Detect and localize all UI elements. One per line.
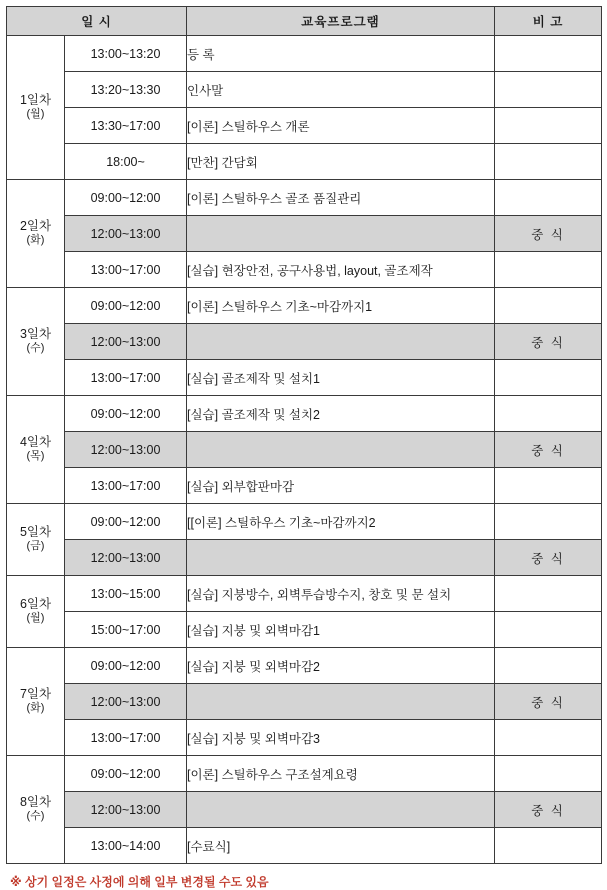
time-cell: 13:20~13:30 (65, 72, 187, 108)
program-cell: [수료식] (187, 828, 495, 864)
note-cell (495, 828, 602, 864)
note-cell (495, 504, 602, 540)
day-cell (7, 648, 65, 756)
table-row (7, 540, 602, 576)
program-cell (187, 684, 495, 720)
day-cell (7, 36, 65, 180)
table-row (7, 468, 602, 504)
table-row (7, 792, 602, 828)
program-cell: [이론] 스틸하우스 기초~마감까지1 (187, 288, 495, 324)
header-note: 비 고 (495, 7, 602, 36)
program-cell: [이론] 스틸하우스 구조설계요령 (187, 756, 495, 792)
program-cell: [실습] 지붕 및 외벽마감3 (187, 720, 495, 756)
note-cell: 중 식 (495, 432, 602, 468)
time-cell: 12:00~13:00 (65, 432, 187, 468)
day-number: 5일차 (19, 524, 52, 539)
table-header (7, 7, 602, 36)
time-cell: 12:00~13:00 (65, 324, 187, 360)
note-cell (495, 360, 602, 396)
table-row (7, 504, 602, 540)
time-cell: 13:00~13:20 (65, 36, 187, 72)
note-cell: 중 식 (495, 684, 602, 720)
day-cell (7, 504, 65, 576)
time-cell: 09:00~12:00 (65, 504, 187, 540)
note-cell (495, 468, 602, 504)
day-number: 1일차 (19, 92, 52, 107)
table-row (7, 612, 602, 648)
table-row (7, 324, 602, 360)
day-weekday: (화) (26, 234, 45, 247)
day-cell (7, 396, 65, 504)
table-row (7, 828, 602, 864)
time-cell: 12:00~13:00 (65, 792, 187, 828)
note-cell (495, 36, 602, 72)
note-cell (495, 720, 602, 756)
day-number: 7일차 (19, 686, 52, 701)
day-cell (7, 576, 65, 648)
note-cell: 중 식 (495, 792, 602, 828)
note-cell (495, 144, 602, 180)
program-cell (187, 432, 495, 468)
time-cell: 13:00~17:00 (65, 720, 187, 756)
time-cell: 13:00~17:00 (65, 252, 187, 288)
program-cell (187, 540, 495, 576)
note-cell (495, 108, 602, 144)
time-cell: 09:00~12:00 (65, 396, 187, 432)
day-weekday: (수) (26, 342, 45, 355)
schedule-table (6, 6, 602, 864)
note-cell (495, 576, 602, 612)
day-weekday: (월) (26, 108, 45, 121)
day-cell (7, 180, 65, 288)
note-cell: 중 식 (495, 216, 602, 252)
program-cell: [실습] 외부합판마감 (187, 468, 495, 504)
table-row (7, 432, 602, 468)
time-cell: 13:30~17:00 (65, 108, 187, 144)
program-cell: 등 록 (187, 36, 495, 72)
day-number: 4일차 (19, 434, 52, 449)
note-cell: 중 식 (495, 540, 602, 576)
header-datetime: 일 시 (7, 7, 187, 36)
day-weekday: (화) (26, 702, 45, 715)
table-row (7, 576, 602, 612)
program-cell (187, 324, 495, 360)
time-cell: 18:00~ (65, 144, 187, 180)
time-cell: 09:00~12:00 (65, 648, 187, 684)
day-number: 6일차 (19, 596, 52, 611)
time-cell: 12:00~13:00 (65, 216, 187, 252)
day-cell (7, 288, 65, 396)
time-cell: 09:00~12:00 (65, 288, 187, 324)
table-row (7, 720, 602, 756)
header-row (7, 7, 602, 36)
note-cell (495, 612, 602, 648)
time-cell: 12:00~13:00 (65, 684, 187, 720)
note-cell (495, 756, 602, 792)
table-row (7, 180, 602, 216)
table-row (7, 108, 602, 144)
day-weekday: (목) (26, 450, 45, 463)
day-cell (7, 756, 65, 864)
note-cell: 중 식 (495, 324, 602, 360)
header-program: 교육프로그램 (187, 7, 495, 36)
time-cell: 13:00~17:00 (65, 360, 187, 396)
table-row (7, 72, 602, 108)
program-cell: [실습] 골조제작 및 설치2 (187, 396, 495, 432)
time-cell: 13:00~15:00 (65, 576, 187, 612)
program-cell: [이론] 스틸하우스 골조 품질관리 (187, 180, 495, 216)
program-cell: [[이론] 스틸하우스 기초~마감까지2 (187, 504, 495, 540)
time-cell: 13:00~14:00 (65, 828, 187, 864)
time-cell: 12:00~13:00 (65, 540, 187, 576)
program-cell: [실습] 골조제작 및 설치1 (187, 360, 495, 396)
program-cell (187, 216, 495, 252)
note-cell (495, 396, 602, 432)
table-row (7, 252, 602, 288)
table-row (7, 36, 602, 72)
table-row (7, 396, 602, 432)
day-number: 3일차 (19, 326, 52, 341)
table-row (7, 756, 602, 792)
day-weekday: (금) (26, 540, 45, 553)
table-row (7, 684, 602, 720)
program-cell: [실습] 현장안전, 공구사용법, layout, 골조제작 (187, 252, 495, 288)
program-cell: 인사말 (187, 72, 495, 108)
table-body (7, 36, 602, 864)
time-cell: 15:00~17:00 (65, 612, 187, 648)
note-cell (495, 180, 602, 216)
program-cell: [실습] 지붕 및 외벽마감2 (187, 648, 495, 684)
table-row (7, 216, 602, 252)
note-cell (495, 72, 602, 108)
program-cell (187, 792, 495, 828)
table-row (7, 360, 602, 396)
footnote: ※ 상기 일정은 사정에 의해 일부 변경될 수도 있음 (10, 875, 269, 889)
table-row (7, 288, 602, 324)
time-cell: 09:00~12:00 (65, 756, 187, 792)
day-weekday: (월) (26, 612, 45, 625)
day-number: 8일차 (19, 794, 52, 809)
note-cell (495, 288, 602, 324)
program-cell: [실습] 지붕 및 외벽마감1 (187, 612, 495, 648)
time-cell: 09:00~12:00 (65, 180, 187, 216)
program-cell: [만찬] 간담회 (187, 144, 495, 180)
note-cell (495, 648, 602, 684)
table-row (7, 144, 602, 180)
table-row (7, 648, 602, 684)
program-cell: [실습] 지붕방수, 외벽투습방수지, 창호 및 문 설치 (187, 576, 495, 612)
time-cell: 13:00~17:00 (65, 468, 187, 504)
day-number: 2일차 (19, 218, 52, 233)
day-weekday: (수) (26, 810, 45, 823)
note-cell (495, 252, 602, 288)
program-cell: [이론] 스틸하우스 개론 (187, 108, 495, 144)
